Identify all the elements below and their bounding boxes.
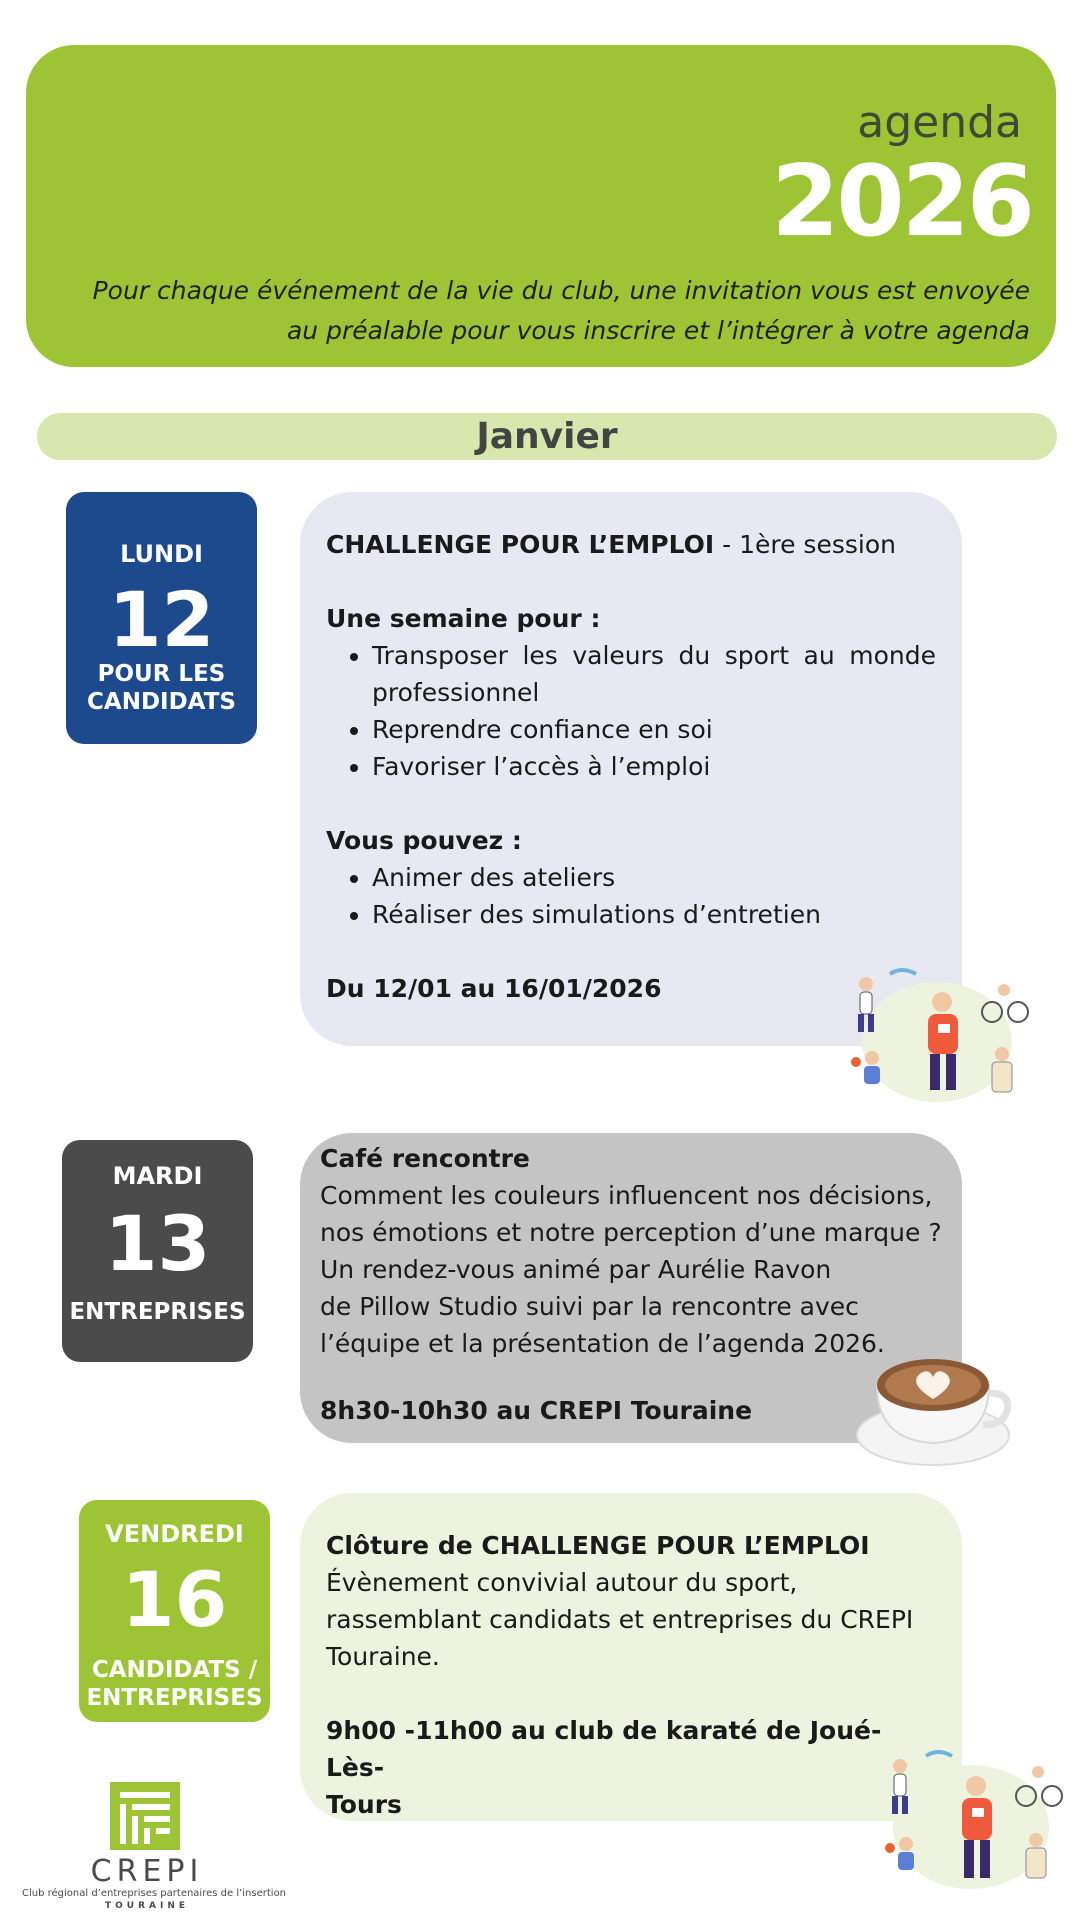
logo-tagline: Club régional d’entreprises partenaires de l’insertion — [22, 1888, 287, 1899]
intro-text — [70, 271, 1030, 351]
sports-illustration — [842, 962, 1032, 1112]
audience — [79, 1656, 270, 1712]
audience-line-1: POUR LES — [97, 661, 226, 687]
event-time-place-line-2: Tours — [326, 1790, 402, 1819]
event-date-badge-1 — [66, 492, 257, 744]
day-name: MARDI — [112, 1162, 203, 1190]
audience-line-2: ENTREPRISES — [86, 1685, 263, 1711]
list-item: • Reprendre confiance en soi — [372, 711, 936, 748]
event-date-badge-3 — [79, 1500, 270, 1722]
day-name: VENDREDI — [105, 1520, 244, 1548]
list-item: • Transposer les valeurs du sport au monde professionnel — [372, 637, 936, 711]
event-line: Touraine. — [326, 1642, 440, 1671]
audience-line-1: CANDIDATS / — [91, 1657, 258, 1683]
audience — [66, 660, 257, 716]
audience-line-2: CANDIDATS — [87, 689, 236, 715]
event-title — [320, 1140, 946, 1177]
event-title-bold: Clôture de CHALLENGE POUR L’EMPLOI — [326, 1531, 870, 1560]
list-item: • Réaliser des simulations d’entretien — [372, 896, 936, 933]
event-line: nos émotions et notre perception d’une marque ? — [320, 1218, 942, 1247]
crepi-logo-mark-icon — [110, 1782, 180, 1850]
event-title-bold: CHALLENGE POUR L’EMPLOI — [326, 530, 715, 559]
section-heading — [326, 600, 936, 637]
event-line: Comment les couleurs influencent nos décisions, — [320, 1181, 933, 1210]
logo-name: CREPI — [90, 1854, 204, 1889]
day-number: 13 — [104, 1199, 211, 1288]
event-title — [326, 526, 936, 563]
section-heading-text: Une semaine pour : — [326, 604, 601, 633]
event-date-badge-2 — [62, 1140, 253, 1362]
section-heading-text: Vous pouvez : — [326, 826, 522, 855]
audience-line-1: ENTREPRISES — [69, 1299, 246, 1325]
agenda-word: agenda — [857, 97, 1022, 148]
section-list — [326, 859, 936, 933]
coffee-cup-illustration — [855, 1335, 1015, 1470]
crepi-logo — [22, 1782, 287, 1912]
event-time-place — [326, 1786, 932, 1823]
event-card-3 — [300, 1493, 962, 1821]
event-time-place-text: 8h30-10h30 au CREPI Touraine — [320, 1396, 753, 1425]
event-line: de Pillow Studio suivi par la rencontre avec — [320, 1292, 859, 1321]
section-list — [326, 637, 936, 785]
event-title-bold: Café rencontre — [320, 1144, 530, 1173]
event-time-place — [320, 1392, 946, 1429]
event-line: rassemblant candidats et entreprises du CREPI — [326, 1605, 914, 1634]
day-name: LUNDI — [120, 540, 203, 568]
event-subtitle: - 1ère session — [714, 530, 896, 559]
event-time-place-line-1: 9h00 -11h00 au club de karaté de Joué-Lès- — [326, 1716, 882, 1782]
list-item: • Animer des ateliers — [372, 859, 936, 896]
event-line: l’équipe et la présentation de l’agenda 2026. — [320, 1329, 885, 1358]
list-item: • Favoriser l’accès à l’emploi — [372, 748, 936, 785]
day-number: 12 — [108, 575, 215, 664]
agenda-year: 2026 — [771, 145, 1032, 259]
logo-region: TOURAINE — [104, 1901, 190, 1911]
event-line: Un rendez-vous animé par Aurélie Ravon — [320, 1255, 832, 1284]
section-heading — [326, 822, 936, 859]
intro-line-2: au préalable pour vous inscrire et l’intégrer à votre agenda — [286, 316, 1030, 345]
event-time-place — [326, 1712, 932, 1786]
sports-illustration — [876, 1742, 1066, 1902]
day-number: 16 — [121, 1555, 228, 1644]
intro-line-1: Pour chaque événement de la vie du club, une invitation vous est envoyée — [92, 276, 1030, 305]
header-banner — [26, 45, 1056, 367]
month-title: Janvier — [37, 413, 1057, 460]
event-line: Évènement convivial autour du sport, — [326, 1568, 798, 1597]
event-dates-text: Du 12/01 au 16/01/2026 — [326, 974, 662, 1003]
event-title — [326, 1527, 932, 1564]
audience — [62, 1298, 253, 1326]
